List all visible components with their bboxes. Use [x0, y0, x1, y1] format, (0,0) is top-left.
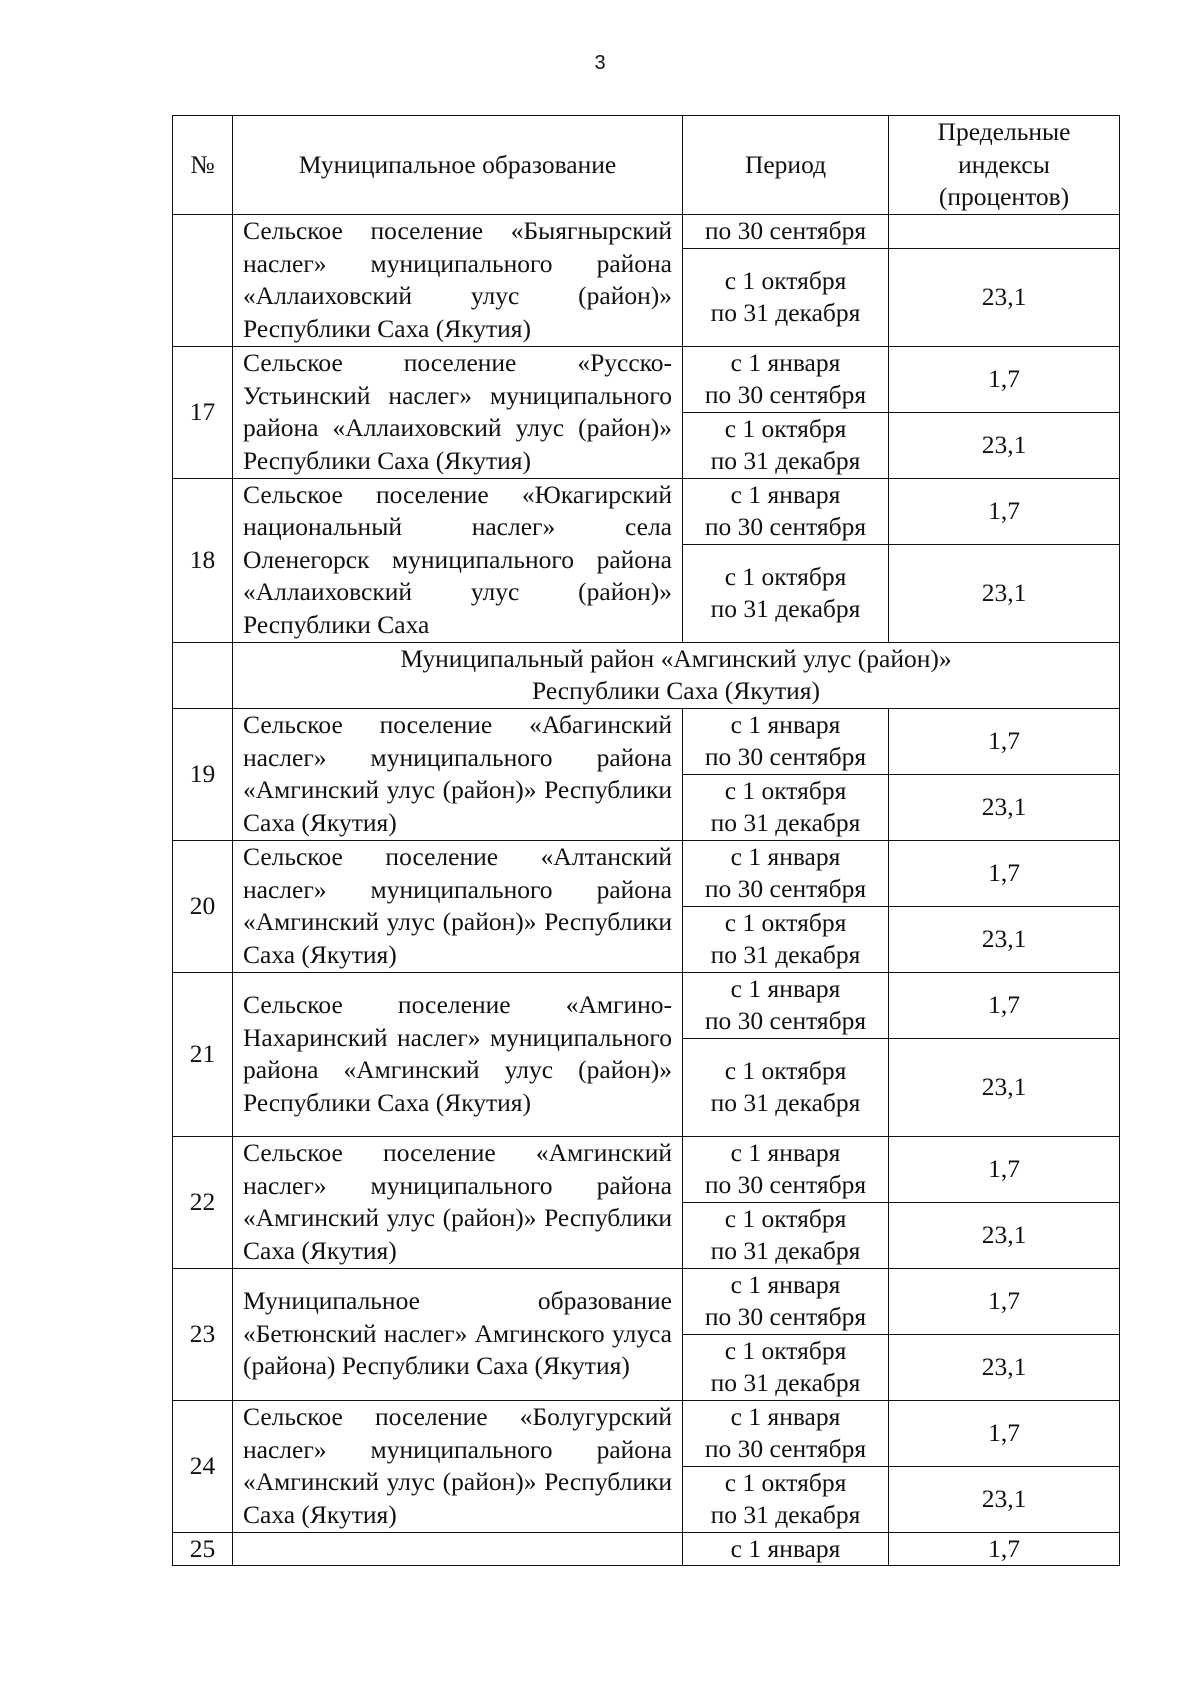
- period-cell: [683, 1532, 889, 1566]
- index-value: 23,1: [889, 412, 1120, 478]
- index-value: 23,1: [889, 248, 1120, 346]
- period-line: с 1 января: [730, 709, 841, 739]
- row-number: 21: [173, 972, 233, 1136]
- period-line: по 30 сентября: [704, 380, 867, 409]
- index-value: 1,7: [889, 478, 1120, 544]
- period-cell: [683, 478, 889, 544]
- header-index: [889, 116, 1120, 215]
- municipality-name: Сельское поселение «Амгино-Нахаринский наслег» муниципального района «Амгинский улус (район)» Республики Саха (Якутия): [233, 972, 683, 1136]
- table-row: [173, 972, 1120, 1038]
- index-value: 1,7: [889, 708, 1120, 774]
- period-line: с 1 января: [730, 841, 841, 871]
- index-value: 23,1: [889, 906, 1120, 972]
- table-row: [173, 1268, 1120, 1334]
- index-value: 23,1: [889, 1202, 1120, 1268]
- period-cell: [683, 1466, 889, 1532]
- period-line: с 1 января: [730, 973, 841, 1003]
- period-line: с 1 октября: [724, 907, 847, 937]
- period-line: по 30 сентября: [704, 742, 867, 771]
- section-heading: [233, 642, 1120, 708]
- period-line: с 1 января: [730, 479, 841, 509]
- period-line: по 30 сентября: [704, 1170, 867, 1199]
- table-row: [173, 478, 1120, 544]
- row-number: 23: [173, 1268, 233, 1400]
- period-line: по 31 декабря: [710, 1500, 861, 1529]
- period-cell: [683, 840, 889, 906]
- period-cell: [683, 215, 889, 249]
- period-cell: [683, 544, 889, 642]
- row-number: 19: [173, 708, 233, 840]
- period-cell: [683, 708, 889, 774]
- period-cell: [683, 412, 889, 478]
- period-cell: [683, 1268, 889, 1334]
- period-line: по 31 декабря: [710, 1236, 861, 1265]
- header-municipality: Муниципальное образование: [233, 116, 683, 215]
- header-index-line: (процентов): [938, 182, 1070, 212]
- index-value: 1,7: [889, 1268, 1120, 1334]
- row-number: 24: [173, 1400, 233, 1532]
- section-heading-line: Республики Саха (Якутия): [531, 676, 821, 705]
- period-line: по 30 сентября: [704, 1302, 867, 1331]
- municipality-name: [233, 1532, 683, 1566]
- index-value: 23,1: [889, 1038, 1120, 1136]
- period-line: с 1 октября: [724, 561, 847, 591]
- row-number: 22: [173, 1136, 233, 1268]
- municipality-name: Сельское поселение «Амгинский наслег» муниципального района «Амгинский улус (район)» Республики Саха (Якутия): [233, 1136, 683, 1268]
- period-cell: [683, 774, 889, 840]
- header-number: №: [173, 116, 233, 215]
- table-row: [173, 215, 1120, 249]
- row-number: 17: [173, 346, 233, 478]
- page-number: 3: [594, 52, 606, 74]
- municipality-name: Сельское поселение «Русско-Устьинский наслег» муниципального района «Аллаиховский улус (район)» Республики Саха (Якутия): [233, 346, 683, 478]
- period-cell: [683, 346, 889, 412]
- municipality-name: Муниципальное образование «Бетюнский наслег» Амгинского улуса (района) Республики Саха (Якутия): [233, 1268, 683, 1400]
- period-cell: [683, 1038, 889, 1136]
- index-value: 23,1: [889, 544, 1120, 642]
- period-line: по 30 сентября: [704, 874, 867, 903]
- row-number: [173, 215, 233, 347]
- municipality-name: Сельское поселение «Юкагирский национальный наслег» села Оленегорск муниципального района «Аллаиховский улус (район)» Республики Саха: [233, 478, 683, 642]
- period-cell: [683, 972, 889, 1038]
- period-line: с 1 октября: [724, 413, 847, 443]
- period-line: по 30 сентября: [704, 1434, 867, 1463]
- index-value: 23,1: [889, 1334, 1120, 1400]
- period-line: с 1 января: [730, 347, 841, 377]
- period-cell: [683, 1136, 889, 1202]
- period-cell: [683, 1202, 889, 1268]
- section-heading-row: [173, 642, 1120, 708]
- period-line: по 30 сентября: [704, 512, 867, 541]
- period-line: с 1 января: [730, 1533, 841, 1563]
- index-value: [889, 215, 1120, 249]
- header-period: Период: [683, 116, 889, 215]
- index-value: 1,7: [889, 1532, 1120, 1566]
- period-line: с 1 октября: [724, 775, 847, 805]
- table-row: [173, 1532, 1120, 1566]
- period-line: с 1 октября: [724, 1467, 847, 1497]
- table-row: [173, 1400, 1120, 1466]
- period-line: по 31 декабря: [710, 1368, 861, 1397]
- row-number: 18: [173, 478, 233, 642]
- period-line: с 1 января: [730, 1401, 841, 1431]
- period-line: по 31 декабря: [710, 808, 861, 837]
- index-value: 1,7: [889, 1400, 1120, 1466]
- index-value: 23,1: [889, 1466, 1120, 1532]
- header-index-line: Предельные: [937, 117, 1071, 147]
- period-line: с 1 октября: [724, 265, 847, 295]
- index-value: 1,7: [889, 972, 1120, 1038]
- period-line: по 31 декабря: [710, 446, 861, 475]
- row-number: 20: [173, 840, 233, 972]
- table-row: [173, 346, 1120, 412]
- section-heading-line: Муниципальный район «Амгинский улус (район)»: [400, 643, 952, 673]
- municipality-name: Сельское поселение «Болугурский наслег» муниципального района «Амгинский улус (район)» Республики Саха (Якутия): [233, 1400, 683, 1532]
- table-row: [173, 1136, 1120, 1202]
- period-line: с 1 января: [730, 1269, 841, 1299]
- index-value: 1,7: [889, 346, 1120, 412]
- period-line: по 31 декабря: [710, 940, 861, 969]
- index-value: 23,1: [889, 774, 1120, 840]
- municipality-name: Сельское поселение «Быягнырский наслег» муниципального района «Аллаиховский улус (район)» Республики Саха (Якутия): [233, 215, 683, 347]
- period-cell: [683, 906, 889, 972]
- period-line: с 1 октября: [724, 1055, 847, 1085]
- period-line: с 1 января: [730, 1137, 841, 1167]
- period-line: по 31 декабря: [710, 594, 861, 623]
- municipality-name: Сельское поселение «Алтанский наслег» муниципального района «Амгинский улус (район)» Республики Саха (Якутия): [233, 840, 683, 972]
- table-row: [173, 840, 1120, 906]
- index-value: 1,7: [889, 840, 1120, 906]
- header-index-line: индексы: [958, 149, 1050, 179]
- period-cell: [683, 1400, 889, 1466]
- section-number-cell: [173, 642, 233, 708]
- period-line: с 1 октября: [724, 1335, 847, 1365]
- tariff-index-table: [172, 115, 1120, 1566]
- row-number: 25: [173, 1532, 233, 1566]
- period-line: с 1 октября: [724, 1203, 847, 1233]
- period-cell: [683, 1334, 889, 1400]
- period-line: по 31 декабря: [710, 298, 861, 327]
- table-header-row: [173, 116, 1120, 215]
- table-row: [173, 708, 1120, 774]
- period-line: по 31 декабря: [710, 1088, 861, 1117]
- period-cell: [683, 248, 889, 346]
- municipality-name: Сельское поселение «Абагинский наслег» муниципального района «Амгинский улус (район)» Республики Саха (Якутия): [233, 708, 683, 840]
- index-value: 1,7: [889, 1136, 1120, 1202]
- period-line: по 30 сентября: [704, 216, 867, 245]
- period-line: по 30 сентября: [704, 1006, 867, 1035]
